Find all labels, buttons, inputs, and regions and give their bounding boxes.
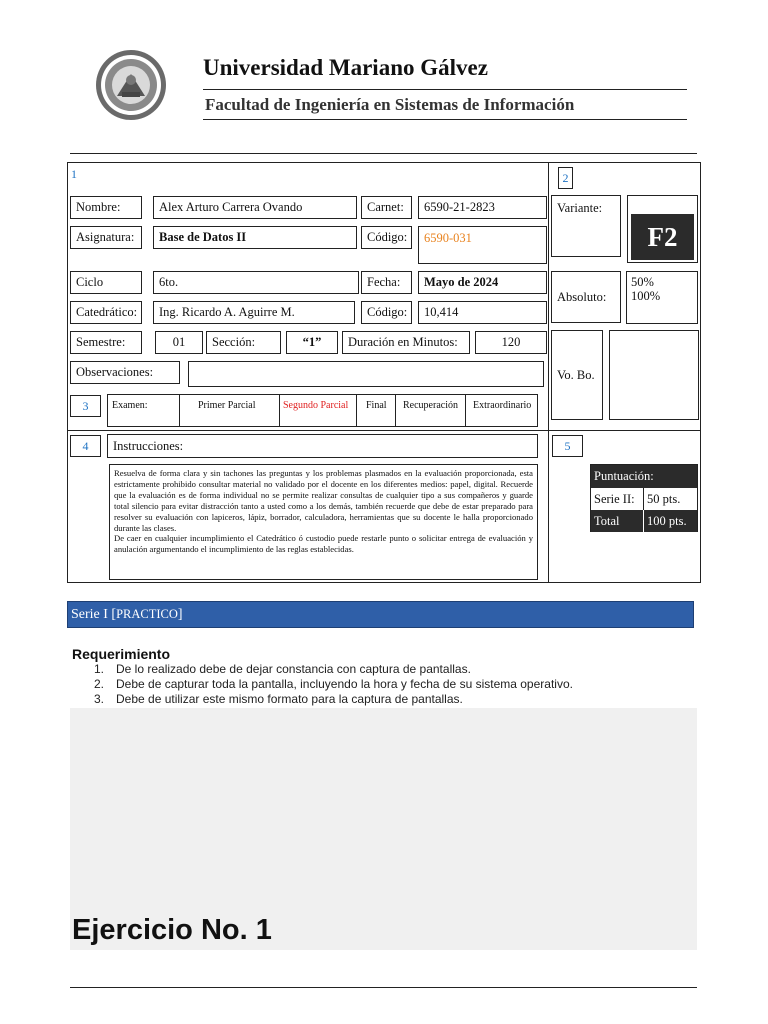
section-number-1: 1 <box>71 167 77 181</box>
requirements-list <box>94 662 573 707</box>
score-table <box>590 464 698 532</box>
absoluto-value-1: 50% <box>631 275 654 289</box>
instructions-paragraph-1: Resuelva de forma clara y sin tachones las preguntas y los problemas plasmados en la evaluación proporcionada, esta estrictamente prohibido consultar material no validado por el docente en los diferentes medios: papel, digital. Recuerde que la evaluación es de forma individual no se permite realizar consultas de cualquier tipo a sus compañeros y guarde total silencio para evitar distracción tanto a usted como a los demás, también recuerde que debe de estar preparado para resolver su evaluación con lapiceros, lápiz, borrador, calculadora, herramientas que su docente le halla proporcionado durante las clases. <box>114 468 533 533</box>
duracion-field[interactable]: 120 <box>475 331 547 354</box>
nombre-label: Nombre: <box>70 196 142 219</box>
score-row1-label: Serie II: <box>591 488 644 510</box>
exam-option-final[interactable]: Final <box>366 400 387 411</box>
duracion-label: Duración en Minutos: <box>342 331 470 354</box>
exam-divider <box>179 395 180 427</box>
exercise-title: Ejercicio No. 1 <box>72 914 272 946</box>
header-rule-top <box>203 89 687 90</box>
frame-divider-v <box>548 162 549 583</box>
codigo-label: Código: <box>361 226 412 249</box>
requirement-item: 2. Debe de capturar toda la pantalla, incluyendo la hora y fecha de su sistema operativo. <box>94 677 573 691</box>
serie-tag: PRACTICO <box>116 607 178 621</box>
exam-divider <box>356 395 357 427</box>
frame-divider-h <box>67 430 701 431</box>
serie-suffix: ] <box>177 607 183 622</box>
requirement-item: 1. De lo realizado debe de dejar constancia con captura de pantallas. <box>94 662 471 676</box>
nombre-field[interactable]: Alex Arturo Carrera Ovando <box>153 196 357 219</box>
semestre-label: Semestre: <box>70 331 142 354</box>
exam-divider <box>279 395 280 427</box>
catedratico-label: Catedrático: <box>70 301 142 324</box>
ciclo-field[interactable]: 6to. <box>153 271 359 294</box>
seccion-label: Sección: <box>206 331 281 354</box>
semestre-field[interactable]: 01 <box>155 331 203 354</box>
exam-label: Examen: <box>112 400 148 411</box>
absoluto-value-2: 100% <box>631 289 661 303</box>
section-number-2: 2 <box>558 167 573 189</box>
fecha-label: Fecha: <box>361 271 412 294</box>
asignatura-label: Asignatura: <box>70 226 142 249</box>
instrucciones-label: Instrucciones: <box>107 434 538 458</box>
header-rule-bottom <box>203 119 687 120</box>
carnet-label: Carnet: <box>361 196 412 219</box>
score-row2-label: Total <box>591 510 644 532</box>
section-number-4: 4 <box>70 435 101 457</box>
asignatura-field[interactable]: Base de Datos II <box>153 226 357 249</box>
score-title: Puntuación: <box>591 465 697 488</box>
score-row2-value: 100 pts. <box>644 510 697 532</box>
fecha-field[interactable]: Mayo de 2024 <box>418 271 547 294</box>
section-number-5: 5 <box>552 435 583 457</box>
variante-badge: F2 <box>631 214 694 260</box>
faculty-name: Facultad de Ingeniería en Sistemas de Información <box>205 95 575 114</box>
absoluto-label: Absoluto: <box>551 271 621 323</box>
observaciones-label: Observaciones: <box>70 361 180 384</box>
university-logo <box>92 48 170 122</box>
requirements-title: Requerimiento <box>72 646 171 662</box>
catedratico-field[interactable]: Ing. Ricardo A. Aguirre M. <box>153 301 355 324</box>
exam-option-primer[interactable]: Primer Parcial <box>198 400 256 411</box>
requirement-item: 3. Debe de utilizar este mismo formato para la captura de pantallas. <box>94 692 463 706</box>
vobo-signature-field[interactable] <box>609 330 699 420</box>
exam-option-extraordinario[interactable]: Extraordinario <box>473 400 532 411</box>
exam-option-recuperacion[interactable]: Recuperación <box>403 400 458 411</box>
codigo2-field[interactable]: 10,414 <box>418 301 547 324</box>
instructions-paragraph-2: De caer en cualquier incumplimiento el Catedrático ó custodio puede restarle punto o solicitar entrega de evaluación y anulación argumentando el incumplimiento de las reglas establecidas. <box>114 533 533 555</box>
requirement-text: De lo realizado debe de dejar constancia con captura de pantallas. <box>116 662 471 676</box>
score-row1-value: 50 pts. <box>647 492 681 506</box>
carnet-field[interactable]: 6590-21-2823 <box>418 196 547 219</box>
university-name: Universidad Mariano Gálvez <box>203 55 488 80</box>
section-number-3: 3 <box>70 395 101 417</box>
seccion-field[interactable]: “1” <box>286 331 338 354</box>
page-rule <box>70 153 697 154</box>
serie-prefix: Serie I [ <box>71 607 117 622</box>
codigo2-label: Código: <box>361 301 412 324</box>
footer-rule <box>70 987 697 988</box>
observaciones-field[interactable] <box>188 361 544 387</box>
requirement-text: Debe de utilizar este mismo formato para la captura de pantallas. <box>116 692 463 706</box>
requirement-text: Debe de capturar toda la pantalla, incluyendo la hora y fecha de su sistema operativo. <box>116 677 573 691</box>
ciclo-label: Ciclo <box>70 271 142 294</box>
variante-label: Variante: <box>551 195 621 257</box>
codigo-field[interactable]: 6590-031 <box>418 226 547 264</box>
exam-option-segundo[interactable]: Segundo Parcial <box>283 400 349 411</box>
exam-divider <box>465 395 466 427</box>
vobo-label: Vo. Bo. <box>551 330 603 420</box>
exam-type-bar <box>107 394 538 427</box>
exam-divider <box>395 395 396 427</box>
serie-banner <box>67 601 694 628</box>
absoluto-values <box>626 271 698 324</box>
instructions-text-box <box>109 464 538 580</box>
